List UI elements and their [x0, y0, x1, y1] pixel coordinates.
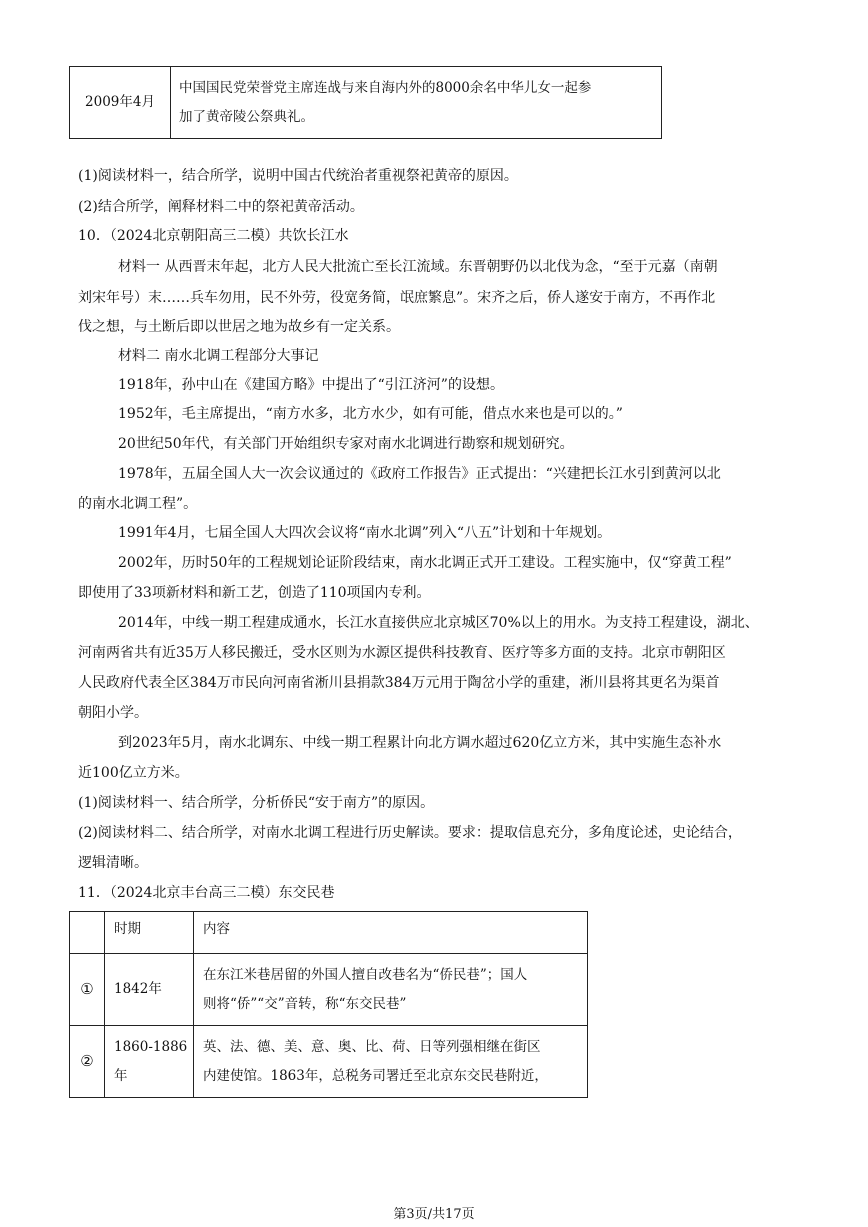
q10-event: 20世纪50年代，有关部门开始组织专家对南水北调进行勘察和规划研究。: [118, 436, 574, 452]
q9-sub2: (2)结合所学，阐释材料二中的祭祀黄帝活动。: [78, 199, 364, 215]
q10-event: 2002年，历时50年的工程规划论证阶段结束，南水北调正式开工建设。工程实施中，仅“穿黄工程”: [118, 555, 732, 571]
q10-material1-line: 材料一 从西晋末年起，北方人民大批流亡至长江流域。东晋朝野仍以北伐为念，“至于元嘉（南朝: [118, 259, 718, 275]
content-line: 内建使馆。1863年，总税务司署迁至北京东交民巷附近，: [203, 1067, 548, 1084]
q10-event: 近100亿立方米。: [78, 765, 189, 781]
q10-material1-line: 刘宋年号）末……兵车勿用，民不外劳，役宽务简，氓庶繁息”。宋齐之后，侨人遂安于南方，不再作北: [78, 290, 716, 306]
date-cell: [70, 67, 171, 139]
q10-sub2: (2)阅读材料二、结合所学，对南水北调工程进行历史解读。要求：提取信息充分，多角度论述，史论结合，: [78, 825, 742, 841]
period-cell: [105, 954, 194, 1026]
content-line: 在东江米巷居留的外国人擅自改巷名为“侨民巷”；国人: [203, 966, 528, 983]
q10-event: 朝阳小学。: [78, 705, 148, 721]
q10-event: 人民政府代表全区384万市民向河南省淅川县捐款384万元用于陶岔小学的重建，淅川县将其更名为渠首: [78, 675, 720, 691]
q10-sub1: (1)阅读材料一、结合所学，分析侨民“安于南方”的原因。: [78, 795, 435, 811]
q10-material1-line: 伐之想，与土断后即以世居之地为故乡有一定关系。: [78, 319, 400, 335]
q10-event: 1918年，孙中山在《建国方略》中提出了“引江济河”的设想。: [118, 377, 504, 393]
top-table: [69, 66, 662, 139]
content-line: 则将“侨”“交”音转，称“东交民巷”: [203, 995, 407, 1012]
period-line: 1860-1886: [114, 1038, 188, 1055]
header-cell: 内容: [194, 912, 588, 954]
q10-material2-title: 材料二 南水北调工程部分大事记: [118, 348, 319, 364]
q10-event: 1978年，五届全国人大一次会议通过的《政府工作报告》正式提出：“兴建把长江水引到黄河以北: [118, 466, 721, 482]
header-cell: 时期: [105, 912, 194, 954]
q10-event: 2014年，中线一期工程建成通水，长江水直接供应北京城区70%以上的用水。为支持工程建设，湖北、: [118, 615, 759, 631]
period-cell: [105, 1026, 194, 1098]
table-header-row: [70, 912, 588, 954]
page-footer: 第3页/共17页: [393, 1207, 475, 1222]
content-line: 中国国民党荣誉党主席连战与来自海内外的8000余名中华儿女一起参: [179, 79, 592, 96]
q10-sub2: 逻辑清晰。: [78, 855, 148, 871]
q11-table: [69, 911, 588, 1098]
q10-event: 1991年4月，七届全国人大四次会议将“南水北调”列入“八五”计划和十年规划。: [118, 525, 612, 541]
row-number: ①: [70, 954, 105, 1026]
q10-event: 即使用了33项新材料和新工艺，创造了110项国内专利。: [78, 585, 431, 601]
header-cell: [70, 912, 105, 954]
period-line: 1842年: [114, 981, 162, 997]
content-cell: [194, 1026, 588, 1098]
row-number: ②: [70, 1026, 105, 1098]
q11-heading: 11．（2024北京丰台高三二模）东交民巷: [78, 885, 335, 901]
date-text: 2009年4月: [85, 94, 155, 110]
q9-sub1: (1)阅读材料一，结合所学，说明中国古代统治者重视祭祀黄帝的原因。: [78, 168, 518, 184]
table-row: [70, 1026, 588, 1098]
q10-event: 河南两省共有近35万人移民搬迁，受水区则为水源区提供科技教育、医疗等多方面的支持。北京市朝阳区: [78, 645, 726, 661]
q10-heading: 10．（2024北京朝阳高三二模）共饮长江水: [78, 228, 349, 244]
q10-event: 1952年，毛主席提出，“南方水多，北方水少，如有可能，借点水来也是可以的。”: [118, 406, 623, 422]
content-cell: [194, 954, 588, 1026]
period-line: 年: [114, 1067, 128, 1084]
table-row: [70, 954, 588, 1026]
q10-event: 的南水北调工程”。: [78, 496, 198, 512]
q10-event: 到2023年5月，南水北调东、中线一期工程累计向北方调水超过620亿立方米，其中实施生态补水: [118, 735, 722, 751]
content-line: 加了黄帝陵公祭典礼。: [179, 108, 314, 125]
table-row: [70, 67, 662, 139]
content-line: 英、法、德、美、意、奥、比、荷、日等列强相继在街区: [203, 1038, 541, 1055]
content-cell: [171, 67, 662, 139]
